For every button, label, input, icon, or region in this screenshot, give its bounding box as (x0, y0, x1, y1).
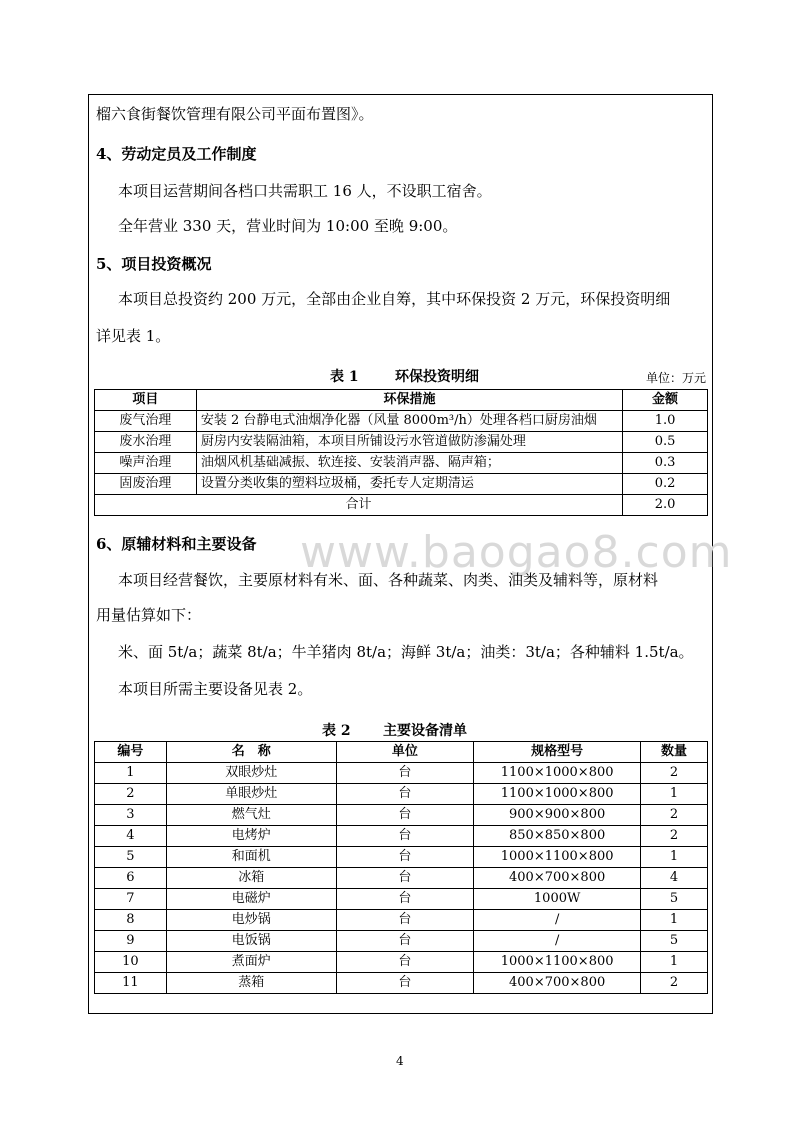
table-2-cell: 9 (95, 931, 167, 952)
table-2-cell: 2 (641, 805, 708, 826)
table-2-cell: 8 (95, 910, 167, 931)
table-row (95, 847, 708, 868)
table-2-cell: 2 (95, 784, 167, 805)
table-2-cell: 1000×1100×800 (474, 847, 641, 868)
table-row (95, 432, 708, 453)
table-row (95, 973, 708, 994)
table-2-cell: 400×700×800 (474, 973, 641, 994)
table-1-cell: 固废治理 (95, 474, 197, 495)
table-2-cell: 电炒锅 (166, 910, 336, 931)
table-2-cell: 台 (336, 868, 474, 889)
table-2-cell: 5 (95, 847, 167, 868)
table-row (95, 474, 708, 495)
table-row (95, 805, 708, 826)
table-2-cell: 电磁炉 (166, 889, 336, 910)
table-2-cell: 燃气灶 (166, 805, 336, 826)
table-2-cell: 850×850×800 (474, 826, 641, 847)
table-2-cell: 4 (95, 826, 167, 847)
table-2-cell: 冰箱 (166, 868, 336, 889)
table-1-header: 项目 (95, 390, 197, 411)
table-2-cell: 2 (641, 826, 708, 847)
table-1-cell: 油烟风机基础减振、软连接、安装消声器、隔声箱； (196, 453, 622, 474)
table-2-cell: 煮面炉 (166, 952, 336, 973)
table-2-cell: 电饭锅 (166, 931, 336, 952)
table-2-cell: 900×900×800 (474, 805, 641, 826)
table-row (95, 826, 708, 847)
table-2-cell: 台 (336, 952, 474, 973)
table-2-cell: 5 (641, 931, 708, 952)
section-5-para-1b: 详见表 1。 (96, 327, 171, 345)
page-number: 4 (396, 1054, 404, 1068)
table-2-cell: 台 (336, 826, 474, 847)
table-row (95, 952, 708, 973)
table-2-cell: 台 (336, 889, 474, 910)
table-1-cell: 废水治理 (95, 432, 197, 453)
table-2-cell: 1 (641, 910, 708, 931)
table-row (95, 784, 708, 805)
table-row (95, 868, 708, 889)
table-row (95, 411, 708, 432)
table-row (95, 453, 708, 474)
section-6-para-2: 米、面 5t/a；蔬菜 8t/a；牛羊猪肉 8t/a；海鲜 3t/a；油类：3t/a；各种辅料 1.5t/a。 (118, 643, 694, 661)
table-1 (94, 389, 708, 516)
table-2-cell: 7 (95, 889, 167, 910)
table-2-header: 规格型号 (474, 742, 641, 763)
table-2-caption-number: 表 2 (322, 723, 351, 739)
table-2-cell: 台 (336, 784, 474, 805)
table-2-cell: 5 (641, 889, 708, 910)
table-2-cell: 电烤炉 (166, 826, 336, 847)
table-2-header: 名 称 (166, 742, 336, 763)
table-row (95, 889, 708, 910)
table-row (95, 931, 708, 952)
table-1-caption-title: 环保投资明细 (395, 369, 479, 385)
table-1-cell: 厨房内安装隔油箱，本项目所铺设污水管道做防渗漏处理 (196, 432, 622, 453)
table-1-cell: 0.5 (623, 432, 708, 453)
table-1-cell: 0.3 (623, 453, 708, 474)
table-2-cell: 1000×1100×800 (474, 952, 641, 973)
section-4-para-2: 全年营业 330 天，营业时间为 10:00 至晚 9:00。 (118, 217, 458, 235)
section-6-para-1b: 用量估算如下： (96, 606, 202, 624)
table-1-unit: 单位：万元 (646, 371, 707, 385)
table-1-cell: 1.0 (623, 411, 708, 432)
table-1-cell: 噪声治理 (95, 453, 197, 474)
watermark: www.baogao8.com (300, 527, 733, 578)
table-2-cell: 1 (641, 847, 708, 868)
line-plan-ref: 榴六食街餐饮管理有限公司平面布置图》。 (96, 105, 374, 123)
table-row (95, 910, 708, 931)
table-1-cell: 废气治理 (95, 411, 197, 432)
table-2-cell: 2 (641, 973, 708, 994)
table-2-cell: 台 (336, 763, 474, 784)
table-2-caption-title: 主要设备清单 (383, 723, 467, 739)
table-2-cell: 单眼炒灶 (166, 784, 336, 805)
table-2-cell: 2 (641, 763, 708, 784)
table-2-cell: 台 (336, 931, 474, 952)
section-5-para-1a: 本项目总投资约 200 万元，全部由企业自筹，其中环保投资 2 万元，环保投资明细 (118, 290, 671, 308)
table-2-cell: 4 (641, 868, 708, 889)
table-1-header: 金额 (623, 390, 708, 411)
table-1-total-value: 2.0 (623, 495, 708, 516)
section-6-para-3: 本项目所需主要设备见表 2。 (118, 680, 313, 698)
table-2-cell: 双眼炒灶 (166, 763, 336, 784)
table-2-cell: 和面机 (166, 847, 336, 868)
table-2 (94, 741, 708, 994)
section-5-title: 5、项目投资概况 (96, 255, 212, 273)
table-2-header: 数量 (641, 742, 708, 763)
table-2-cell: 台 (336, 910, 474, 931)
table-2-cell: 3 (95, 805, 167, 826)
table-2-cell: 1 (95, 763, 167, 784)
table-2-cell: 台 (336, 973, 474, 994)
section-4-para-1: 本项目运营期间各档口共需职工 16 人，不设职工宿舍。 (118, 182, 492, 200)
table-1-cell: 设置分类收集的塑料垃圾桶，委托专人定期清运 (196, 474, 622, 495)
table-1-total-label: 合计 (95, 495, 623, 516)
section-6-para-1a: 本项目经营餐饮，主要原材料有米、面、各种蔬菜、肉类、油类及辅料等，原材料 (118, 571, 659, 589)
section-6-title: 6、原辅材料和主要设备 (96, 535, 257, 553)
table-1-caption-number: 表 1 (330, 369, 359, 385)
table-1-total-row (95, 495, 708, 516)
table-2-cell: 6 (95, 868, 167, 889)
table-1-header-row (95, 390, 708, 411)
table-2-cell: 1 (641, 952, 708, 973)
table-2-cell: 400×700×800 (474, 868, 641, 889)
table-2-header: 单位 (336, 742, 474, 763)
table-1-cell: 安装 2 台静电式油烟净化器（风量 8000m³/h）处理各档口厨房油烟 (196, 411, 622, 432)
table-2-cell: 1000W (474, 889, 641, 910)
table-2-header-row (95, 742, 708, 763)
table-2-cell: 1 (641, 784, 708, 805)
table-2-header: 编号 (95, 742, 167, 763)
table-2-cell: 1100×1000×800 (474, 763, 641, 784)
table-2-cell: 蒸箱 (166, 973, 336, 994)
table-2-cell: 10 (95, 952, 167, 973)
table-2-cell: / (474, 910, 641, 931)
table-2-cell: 11 (95, 973, 167, 994)
table-2-cell: 台 (336, 847, 474, 868)
table-2-cell: 1100×1000×800 (474, 784, 641, 805)
table-row (95, 763, 708, 784)
table-1-header: 环保措施 (196, 390, 622, 411)
table-2-cell: 台 (336, 805, 474, 826)
table-2-cell: / (474, 931, 641, 952)
table-1-cell: 0.2 (623, 474, 708, 495)
section-4-title: 4、劳动定员及工作制度 (96, 145, 257, 163)
